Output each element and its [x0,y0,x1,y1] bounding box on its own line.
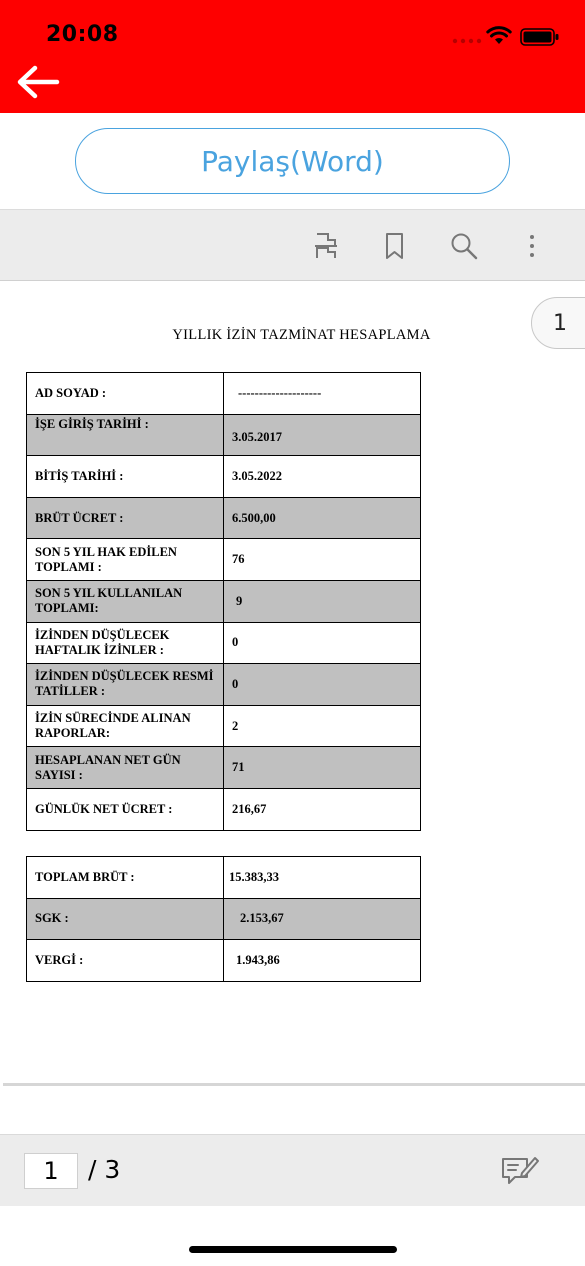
table-row [27,580,421,622]
table-row [27,622,421,664]
row-value: 2 [224,705,421,747]
table-row [27,747,421,789]
row-value: 15.383,33 [224,857,421,899]
row-label: BRÜT ÜCRET : [27,497,224,539]
search-icon[interactable] [449,231,479,261]
row-label: SON 5 YIL KULLANILAN TOPLAMI: [27,580,224,622]
table-row [27,788,421,830]
table-row [27,857,421,899]
table-row [27,414,421,456]
row-label: İZİNDEN DÜŞÜLECEK HAFTALIK İZİNLER : [27,622,224,664]
row-value: 6.500,00 [224,497,421,539]
row-value: -------------------- [224,373,421,415]
cellular-signal-icon [452,38,482,44]
row-label: İZİN SÜRECİNDE ALINAN RAPORLAR: [27,705,224,747]
document-title: YILLIK İZİN TAZMİNAT HESAPLAMA [172,327,431,343]
row-label: İŞE GİRİŞ TARİHİ : [27,414,224,456]
table-row [27,940,421,982]
wifi-icon [486,26,512,46]
page-number-input[interactable]: 1 [24,1153,78,1189]
status-time: 20:08 [46,22,119,47]
table-row [27,497,421,539]
row-value: 216,67 [224,788,421,830]
share-word-button[interactable]: Paylaş(Word) [75,128,510,194]
back-arrow-icon[interactable] [14,62,62,102]
annotate-icon[interactable] [500,1153,540,1189]
row-label: AD SOYAD : [27,373,224,415]
row-value: 0 [224,622,421,664]
row-label: TOPLAM BRÜT : [27,857,224,899]
table-row [27,539,421,581]
row-label: HESAPLANAN NET GÜN SAYISI : [27,747,224,789]
battery-icon [520,28,560,46]
row-value: 2.153,67 [224,898,421,940]
row-value: 76 [224,539,421,581]
table-row [27,664,421,706]
row-label: SON 5 YIL HAK EDİLEN TOPLAMI : [27,539,224,581]
page-total-label: / 3 [88,1155,121,1184]
more-vertical-icon[interactable] [517,231,547,261]
table-row [27,373,421,415]
split-view-icon[interactable] [311,231,341,261]
home-indicator[interactable] [189,1246,397,1253]
table-row [27,456,421,498]
row-value: 1.943,86 [224,940,421,982]
bookmark-icon[interactable] [380,231,410,261]
info-table [26,372,421,831]
app-header [0,0,585,113]
row-label: VERGİ : [27,940,224,982]
table-row [27,898,421,940]
row-label: BİTİŞ TARİHİ : [27,456,224,498]
row-value: 9 [224,580,421,622]
row-label: İZİNDEN DÜŞÜLECEK RESMİ TATİLLER : [27,664,224,706]
totals-table [26,856,421,982]
row-value: 3.05.2017 [224,414,421,456]
row-value: 71 [224,747,421,789]
bottom-page-bar [0,1134,585,1206]
row-value: 0 [224,664,421,706]
page-indicator-bubble: 1 [531,297,585,349]
row-value: 3.05.2022 [224,456,421,498]
viewer-toolbar [0,209,585,281]
table-row [27,705,421,747]
row-label: GÜNLÜK NET ÜCRET : [27,788,224,830]
row-label: SGK : [27,898,224,940]
page-divider [3,1083,585,1086]
